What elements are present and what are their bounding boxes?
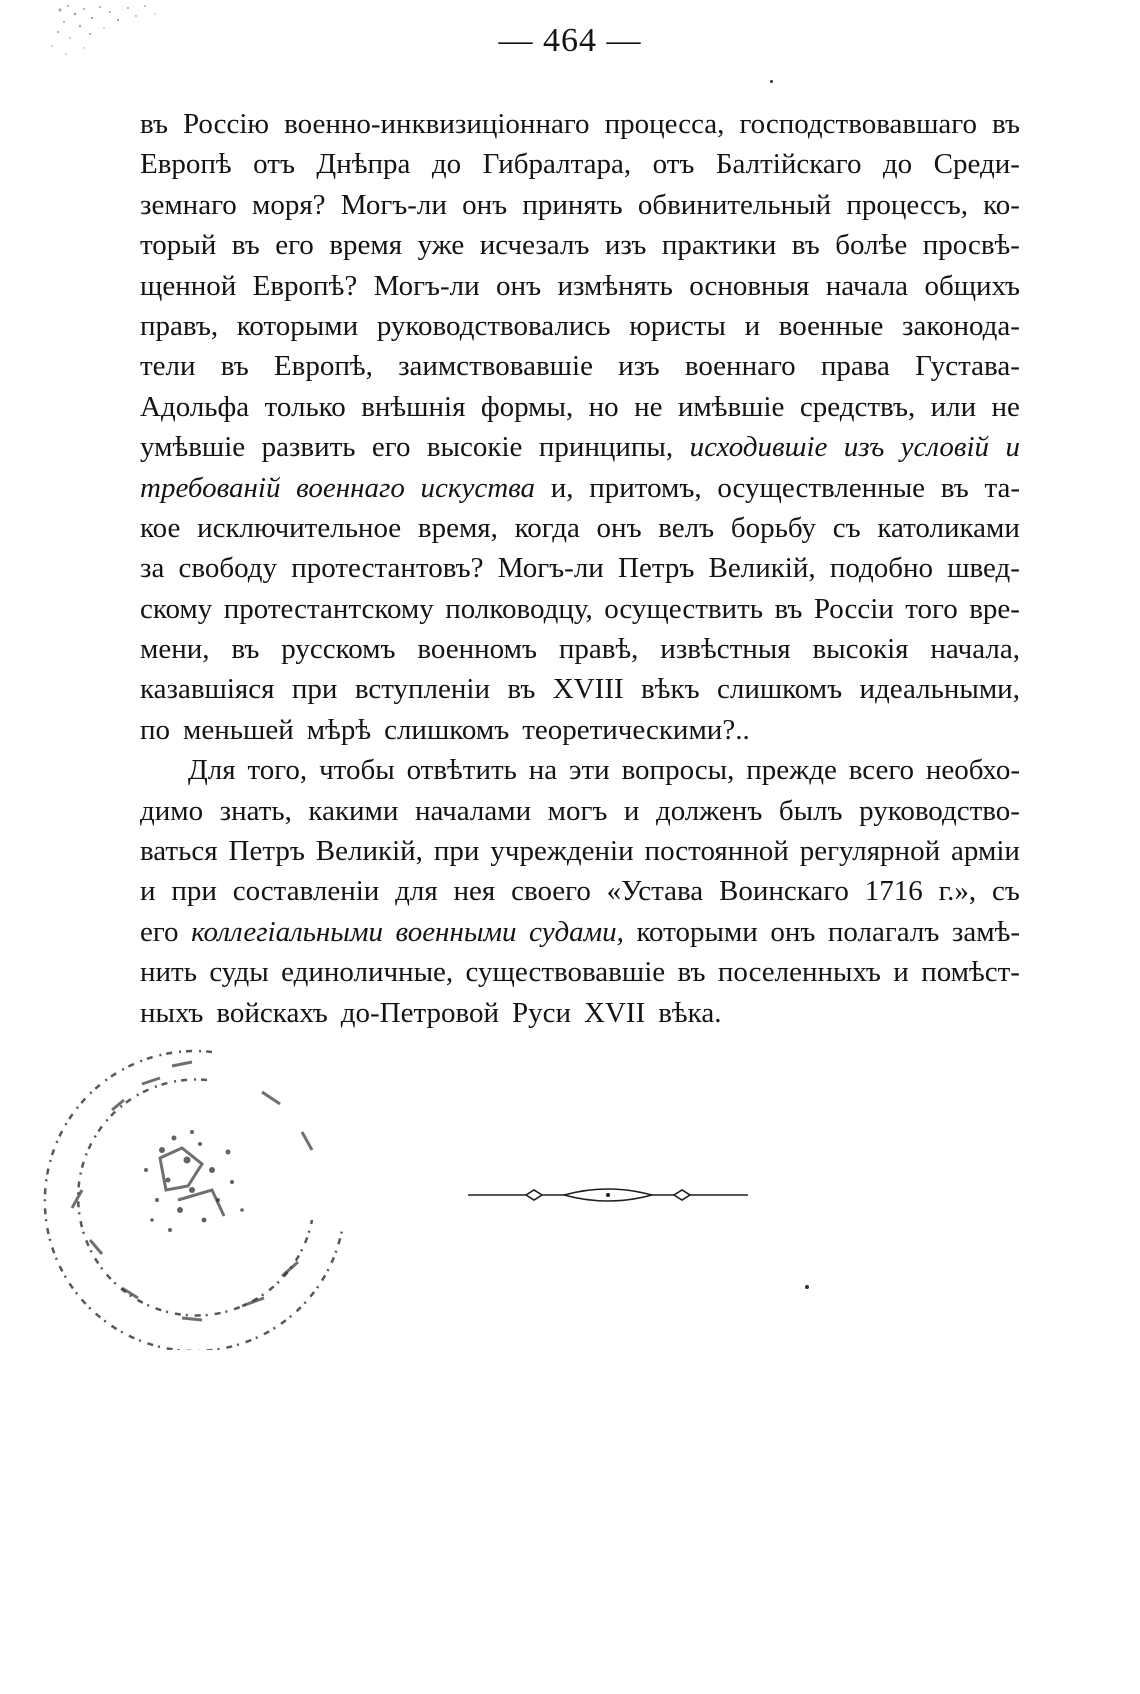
text-line xyxy=(140,104,1020,144)
word: существовавшіе xyxy=(465,956,666,989)
word: правъ, xyxy=(140,309,219,342)
text-line xyxy=(140,225,1020,265)
word: юристы xyxy=(629,309,726,342)
word: свободу xyxy=(178,552,278,585)
word: не xyxy=(634,390,663,423)
word: высокія xyxy=(812,633,909,666)
word: въ xyxy=(774,592,803,625)
word: болѣе xyxy=(835,229,908,262)
word: осуществленные xyxy=(717,471,926,504)
word: развить xyxy=(261,431,356,464)
word: арміи xyxy=(951,835,1020,868)
word: изъ xyxy=(604,229,647,262)
word: время, xyxy=(417,511,498,544)
word: въ xyxy=(507,673,536,706)
text-line xyxy=(140,831,1020,871)
word: военномъ xyxy=(417,633,537,666)
word: руководствовались xyxy=(376,309,611,342)
word: военными xyxy=(395,915,517,948)
word: нить xyxy=(140,956,197,989)
word: онъ xyxy=(596,511,642,544)
word: только xyxy=(264,390,346,423)
word: швед- xyxy=(947,552,1020,585)
word: вѣка. xyxy=(658,996,722,1029)
word: слишкомъ xyxy=(384,713,510,746)
word: нея xyxy=(453,875,496,908)
word: онъ xyxy=(462,188,508,221)
word: «Устава xyxy=(606,875,704,908)
word: Балтійскаго xyxy=(715,148,862,181)
word: та- xyxy=(984,471,1020,504)
word: коллегіальными xyxy=(191,915,383,948)
word: въ xyxy=(791,229,820,262)
word: формы, xyxy=(480,390,574,423)
word: процесса, xyxy=(604,108,725,140)
word: Европѣ xyxy=(140,148,232,181)
word: руководство- xyxy=(859,794,1020,827)
word: начала, xyxy=(930,633,1020,666)
text-line xyxy=(140,669,1020,709)
text-line xyxy=(140,952,1020,992)
word: его xyxy=(275,229,314,262)
word: ныхъ xyxy=(140,996,204,1029)
word: отъ xyxy=(652,148,695,181)
word: требованій xyxy=(140,471,281,504)
word: практики xyxy=(661,229,777,262)
word: Среди- xyxy=(933,148,1020,181)
word: регулярной xyxy=(799,835,941,868)
word: условій xyxy=(900,431,990,464)
scan-speck xyxy=(770,80,773,83)
word: велъ xyxy=(658,511,715,544)
word: осуществить xyxy=(604,592,763,625)
word: время xyxy=(329,229,403,262)
word: вѣкъ xyxy=(641,673,700,706)
word: составленіи xyxy=(232,875,380,908)
word: войскахъ xyxy=(216,996,328,1029)
word: общихъ xyxy=(924,269,1020,302)
word: мени, xyxy=(140,633,210,666)
word: исключительное xyxy=(197,511,402,544)
word: не xyxy=(991,390,1020,423)
word: и xyxy=(140,875,156,908)
word: исходившіе xyxy=(689,431,828,464)
word: обвинительный xyxy=(637,188,832,221)
word: военные xyxy=(778,309,884,342)
text-line xyxy=(140,508,1020,548)
word: щенной xyxy=(140,269,237,302)
word: но xyxy=(588,390,619,423)
word: тели xyxy=(140,350,196,383)
word: просвѣ- xyxy=(922,229,1020,262)
word: русскомъ xyxy=(281,633,396,666)
word: съ xyxy=(832,511,861,544)
word: Густава- xyxy=(915,350,1020,383)
word: Россію xyxy=(183,108,270,140)
word: началами xyxy=(414,794,532,827)
word: съ xyxy=(992,875,1020,908)
word: могъ xyxy=(547,794,608,827)
word: полководцу, xyxy=(445,592,593,625)
word: военнаго xyxy=(684,350,796,383)
text-line xyxy=(140,589,1020,629)
word: подобно xyxy=(829,552,934,585)
word: учрежденіи xyxy=(490,835,634,868)
word: слишкомъ xyxy=(716,673,843,706)
word: вопросы, xyxy=(621,754,735,787)
word: постоянной xyxy=(644,835,789,868)
word: основныя xyxy=(689,269,810,302)
word: и xyxy=(893,956,909,989)
word: протестантовъ? xyxy=(291,552,484,585)
word: замѣ- xyxy=(951,915,1020,948)
word: въ xyxy=(991,108,1020,140)
word: борьбу xyxy=(730,511,817,544)
word: его xyxy=(140,915,179,948)
word: въ xyxy=(231,229,260,262)
word: Европѣ, xyxy=(273,350,373,383)
word: Руси xyxy=(512,996,572,1029)
word: права xyxy=(820,350,890,383)
word: отъ xyxy=(253,148,295,181)
word: военно-инквизиціоннаго xyxy=(284,108,590,140)
page-number: — 464 — xyxy=(498,22,642,59)
word: и xyxy=(744,309,761,342)
word: Россіи xyxy=(813,592,894,625)
word: въ xyxy=(231,633,260,666)
word: искуства xyxy=(420,471,536,504)
word: поселенныхъ xyxy=(717,956,881,989)
word: г.», xyxy=(938,875,977,908)
body-text xyxy=(140,104,1020,1033)
word: до xyxy=(882,148,913,181)
word: въ xyxy=(220,350,249,383)
text-line xyxy=(140,468,1020,508)
word: идеальными, xyxy=(859,673,1020,706)
word: для xyxy=(395,875,438,908)
text-line xyxy=(140,912,1020,952)
word: Днѣпра xyxy=(316,148,411,181)
text-line xyxy=(140,548,1020,588)
word: до-Петровой xyxy=(340,996,499,1029)
word: судами, xyxy=(529,915,624,948)
word: при xyxy=(433,835,480,868)
word: моря? xyxy=(251,188,326,221)
word: умѣвшіе xyxy=(140,431,246,464)
text-line xyxy=(140,387,1020,427)
word: Петръ xyxy=(228,835,305,868)
word: казавшіяся xyxy=(140,673,275,706)
word: димо xyxy=(140,794,204,827)
word: Адольфа xyxy=(140,390,250,423)
word: своего xyxy=(511,875,591,908)
word: протестантскому xyxy=(223,592,434,625)
word: имѣвшіе xyxy=(677,390,785,423)
word: его xyxy=(371,431,411,464)
word: знать, xyxy=(219,794,292,827)
word: 1716 xyxy=(864,875,923,908)
word: средствъ, xyxy=(799,390,916,423)
word: какими xyxy=(308,794,399,827)
word: притомъ, xyxy=(589,471,702,504)
word: Гибралтара, xyxy=(482,148,632,181)
word: скому xyxy=(140,592,213,625)
word: при xyxy=(291,673,338,706)
word: единоличные, xyxy=(281,956,454,989)
word: въ xyxy=(940,471,969,504)
word: суды xyxy=(209,956,269,989)
word: высокіе xyxy=(426,431,523,464)
word: принять xyxy=(522,188,623,221)
word: католиками xyxy=(877,511,1020,544)
scan-speck xyxy=(805,1285,809,1289)
word: всего xyxy=(848,754,915,787)
word: земнаго xyxy=(140,188,237,221)
word: изъ xyxy=(618,350,660,383)
word: и, xyxy=(550,471,574,504)
text-line xyxy=(140,185,1020,225)
word: вре- xyxy=(969,592,1020,625)
word: изъ xyxy=(843,431,885,464)
word: эти xyxy=(569,754,610,787)
word: XVIII xyxy=(552,673,624,706)
word: уже xyxy=(417,229,465,262)
word: и xyxy=(1005,431,1020,464)
text-line xyxy=(140,791,1020,831)
word: теоретическими?.. xyxy=(522,713,750,746)
library-stamp xyxy=(42,1040,362,1350)
text-line xyxy=(140,871,1020,911)
word: за xyxy=(140,552,165,585)
word: процессъ, xyxy=(846,188,968,221)
word: вступленіи xyxy=(354,673,490,706)
text-line xyxy=(140,306,1020,346)
word: отвѣтить xyxy=(406,754,517,787)
word: Петръ xyxy=(618,552,695,585)
text-line xyxy=(140,427,1020,467)
word: Могъ-ли xyxy=(497,552,604,585)
word: мѣрѣ xyxy=(306,713,372,746)
word: торый xyxy=(140,229,217,262)
word: полагалъ xyxy=(827,915,940,948)
word: онъ xyxy=(770,915,816,948)
word: исчезалъ xyxy=(479,229,590,262)
word: принципы, xyxy=(538,431,674,464)
word: начала xyxy=(825,269,909,302)
word: XVII xyxy=(584,996,646,1029)
word: ко- xyxy=(983,188,1020,221)
word: былъ xyxy=(778,794,843,827)
word: прежде xyxy=(746,754,837,787)
word: Воинскаго xyxy=(718,875,849,908)
word: и xyxy=(623,794,640,827)
word: меньшей xyxy=(183,713,294,746)
word: того xyxy=(905,592,958,625)
word: которыми xyxy=(236,309,359,342)
word: на xyxy=(528,754,558,787)
word: извѣстныя xyxy=(660,633,791,666)
word: онъ xyxy=(496,269,542,302)
word: долженъ xyxy=(655,794,763,827)
word: помѣст- xyxy=(921,956,1020,989)
decorative-divider xyxy=(468,1180,748,1210)
word: Европѣ? xyxy=(252,269,358,302)
word: при xyxy=(171,875,217,908)
word: которыми xyxy=(636,915,758,948)
text-line xyxy=(140,629,1020,669)
word: военнаго xyxy=(296,471,405,504)
text-line xyxy=(140,993,1020,1033)
word: заимствовавшіе xyxy=(398,350,593,383)
word: того, xyxy=(247,754,308,787)
word: необхо- xyxy=(925,754,1020,787)
word: законода- xyxy=(902,309,1020,342)
word: Могъ-ли xyxy=(373,269,480,302)
word: въ xyxy=(140,108,168,140)
word: въ xyxy=(677,956,706,989)
word: внѣшнія xyxy=(361,390,466,423)
word: кое xyxy=(140,511,181,544)
word: правѣ, xyxy=(558,633,639,666)
text-line xyxy=(140,144,1020,184)
word: Великій, xyxy=(708,552,816,585)
word: по xyxy=(140,713,171,746)
word: ваться xyxy=(140,835,218,868)
word: или xyxy=(930,390,977,423)
text-line xyxy=(140,750,1020,790)
word: Для xyxy=(188,754,236,787)
word: когда xyxy=(514,511,580,544)
word: господствовавшаго xyxy=(739,108,977,140)
text-line xyxy=(140,710,1020,750)
text-line xyxy=(140,346,1020,386)
word: измѣнять xyxy=(557,269,673,302)
word: Могъ-ли xyxy=(340,188,447,221)
text-line xyxy=(140,266,1020,306)
word: до xyxy=(431,148,462,181)
word: Великій, xyxy=(315,835,423,868)
word: чтобы xyxy=(319,754,395,787)
